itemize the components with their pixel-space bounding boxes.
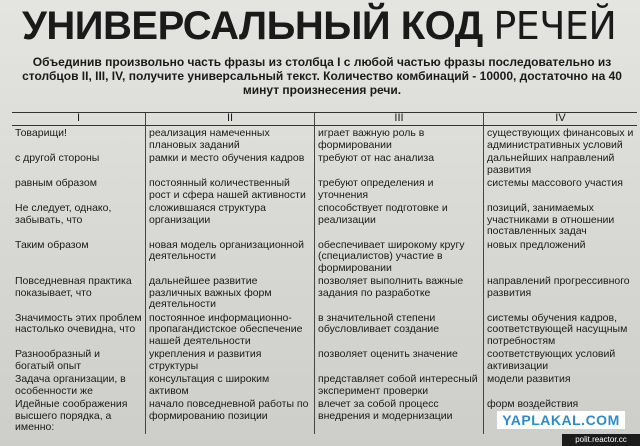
table-cell: играет важную роль в формировании: [315, 126, 484, 152]
table-cell: Идейные соображения высшего порядка, а именно:: [15, 398, 128, 433]
table-cell: Значимость этих проблем настолько очевидна, что: [15, 311, 142, 335]
column-header: II: [146, 113, 315, 126]
table-cell: новая модель организационной деятельности: [146, 238, 315, 275]
column-header: I: [12, 113, 146, 126]
table-cell: представляет собой интересный эксперимент проверки: [315, 372, 484, 397]
table-cell: соответствующих условий активизации: [484, 347, 638, 372]
table-cell: Не следует, однако, забывать, что: [15, 202, 112, 226]
table-header-row: [12, 113, 637, 126]
table-cell: дальнейшее развитие различных важных форм деятельности: [146, 274, 315, 311]
watermark-badge: YAPLAKAL.COM: [497, 411, 625, 429]
table-cell: системы обучения кадров, соответствующей насущным потребностям: [484, 311, 638, 348]
table-row: [12, 238, 637, 275]
table-cell: модели развития: [484, 372, 638, 397]
table-cell: Повседневная практика показывает, что: [15, 275, 132, 299]
table-row: [12, 151, 637, 176]
table-row: [12, 176, 637, 201]
table-cell: Разнообразный и богатый опыт: [15, 348, 101, 372]
table-cell: постоянное информационно-пропагандистское обеспечение нашей деятельности: [146, 311, 315, 348]
phrase-table: [12, 112, 637, 434]
column-header: IV: [484, 113, 638, 126]
table-cell: обеспечивает широкому кругу (специалистов) участие в формировании: [315, 238, 484, 275]
table-cell: требуют определения и уточнения: [315, 176, 484, 201]
table-cell: существующих финансовых и административных условий: [484, 126, 638, 152]
table-cell: влечет за собой процесс внедрения и модернизации: [315, 397, 484, 434]
table-cell: консультация с широким активом: [146, 372, 315, 397]
table-cell: новых предложений: [484, 238, 638, 275]
table-row: [12, 347, 637, 372]
table-cell: позиций, занимаемых участниками в отношении поставленных задач: [484, 201, 638, 238]
table-cell: Товарищи!: [15, 127, 67, 139]
table-cell: способствует подготовке и реализации: [315, 201, 484, 238]
table-cell: направлений прогрессивного развития: [484, 274, 638, 311]
title-bold: УНИВЕРСАЛЬНЫЙ КОД: [22, 4, 483, 48]
table-row: [12, 372, 637, 397]
table-cell: укрепления и развития структуры: [146, 347, 315, 372]
table-cell: начало повседневной работы по формированию позиции: [146, 397, 315, 434]
table-cell: равным образом: [15, 177, 97, 189]
instructions-text: Объединив произвольно часть фразы из столбца I с любой частью фразы последовательно из столбцов II, III, IV, получите универсальный текст. Количество комбинаций - 10000, достаточно на 40 минут произнесения речи.: [22, 55, 622, 97]
table-row: [12, 274, 637, 311]
title-light: РЕЧЕЙ: [493, 4, 617, 48]
table-cell: требуют от нас анализа: [315, 151, 484, 176]
table-row: [12, 126, 637, 152]
table-cell: сложившаяся структура организации: [146, 201, 315, 238]
table-cell: форм воздействия: [484, 397, 638, 434]
table-cell: Таким образом: [15, 238, 89, 251]
table-cell: постоянный количественный рост и сфера нашей активности: [146, 176, 315, 201]
column-header: III: [315, 113, 484, 126]
table-row: [12, 201, 637, 238]
page-title: [22, 0, 622, 52]
table-cell: реализация намеченных плановых заданий: [146, 126, 315, 152]
table-cell: рамки и место обучения кадров: [146, 151, 315, 176]
table-cell: Задача организации, в особенности же: [15, 373, 126, 397]
table-row: [12, 311, 637, 348]
table-cell: с другой стороны: [15, 152, 100, 164]
table-cell: позволяет выполнить важные задания по разработке: [315, 274, 484, 311]
table-cell: в значительной степени обусловливает создание: [315, 311, 484, 348]
table-cell: позволяет оценить значение: [315, 347, 484, 372]
table-cell: дальнейших направлений развития: [484, 151, 638, 176]
table-cell: системы массового участия: [484, 176, 638, 201]
source-footer: polit.reactor.cc: [562, 434, 640, 446]
